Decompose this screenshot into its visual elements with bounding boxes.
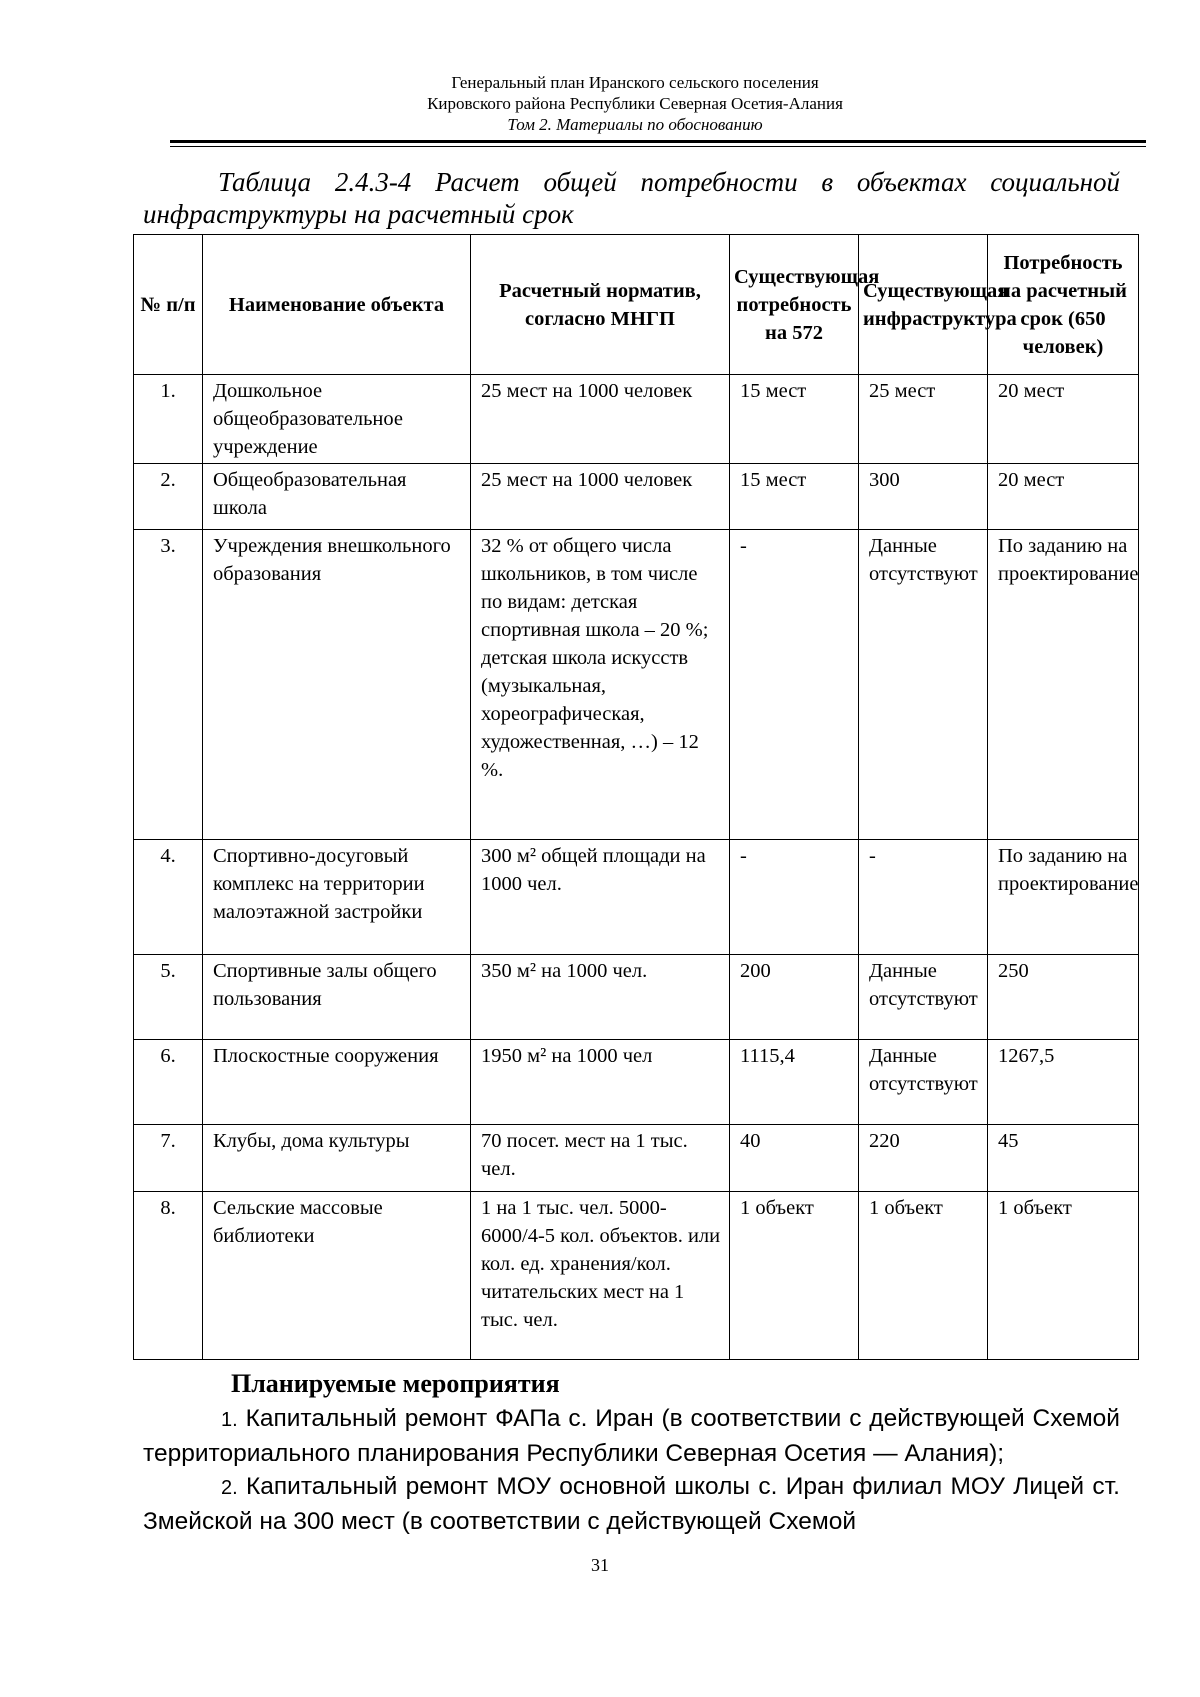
planned-measures-section <box>143 1367 1120 1538</box>
social-infrastructure-table <box>133 234 1139 1360</box>
table-row <box>134 955 1139 1040</box>
section-title: Планируемые мероприятия <box>231 1369 560 1398</box>
header-cell-infra: Существующая инфраструктура <box>859 235 988 375</box>
row-num: 7. <box>134 1125 203 1192</box>
row-norm: 300 м² общей площади на 1000 чел. <box>471 840 730 955</box>
header-cell-num: № п/п <box>134 235 203 375</box>
table-caption-text: Таблица 2.4.3-4 Расчет общей потребности в объектах социальной инфраструктуры на расчетный срок <box>143 167 1120 229</box>
row-need: - <box>730 840 859 955</box>
row-future: 250 <box>988 955 1139 1040</box>
row-num: 3. <box>134 530 203 840</box>
row-num: 5. <box>134 955 203 1040</box>
row-infra: Данные отсутствуют <box>859 530 988 840</box>
row-name: Сельские массовые библиотеки <box>203 1192 471 1360</box>
measure-item <box>143 1402 1120 1470</box>
row-norm: 1 на 1 тыс. чел. 5000-6000/4-5 кол. объектов. или кол. ед. хранения/кол. читательских мест на 1 тыс. чел. <box>471 1192 730 1360</box>
row-name: Спортивные залы общего пользования <box>203 955 471 1040</box>
table-row <box>134 1192 1139 1360</box>
table-row <box>134 1125 1139 1192</box>
table-row <box>134 464 1139 530</box>
row-num: 6. <box>134 1040 203 1125</box>
header-line-2: Кировского района Республики Северная Осетия-Алания <box>427 94 843 113</box>
row-num: 2. <box>134 464 203 530</box>
document-header <box>170 72 1100 135</box>
row-name: Учреждения внешкольного образования <box>203 530 471 840</box>
measure-text: Капитальный ремонт МОУ основной школы с. Иран филиал МОУ Лицей ст. Змейской на 300 мест (в соответствии с действующей Схемой <box>143 1473 1120 1535</box>
row-norm: 25 мест на 1000 человек <box>471 464 730 530</box>
row-infra: 1 объект <box>859 1192 988 1360</box>
row-num: 4. <box>134 840 203 955</box>
header-line-1: Генеральный план Иранского сельского поселения <box>451 73 819 92</box>
row-infra: 25 мест <box>859 375 988 464</box>
row-future: По заданию на проектирование <box>988 840 1139 955</box>
row-infra: 220 <box>859 1125 988 1192</box>
table-row <box>134 530 1139 840</box>
row-need: 1 объект <box>730 1192 859 1360</box>
table-row <box>134 1040 1139 1125</box>
row-infra: 300 <box>859 464 988 530</box>
row-norm: 350 м² на 1000 чел. <box>471 955 730 1040</box>
header-rule-thin <box>170 146 1146 147</box>
row-name: Клубы, дома культуры <box>203 1125 471 1192</box>
row-num: 8. <box>134 1192 203 1360</box>
page-number: 31 <box>591 1555 609 1575</box>
row-need: 40 <box>730 1125 859 1192</box>
header-cell-name: Наименование объекта <box>203 235 471 375</box>
row-norm: 32 % от общего числа школьников, в том числе по видам: детская спортивная школа – 20 %; детская школа искусств (музыкальная, хореографическая, художественная, …) – 12 %. <box>471 530 730 840</box>
table-caption <box>143 166 1120 230</box>
table-row <box>134 375 1139 464</box>
row-infra: Данные отсутствуют <box>859 1040 988 1125</box>
header-rule-thick <box>170 140 1146 143</box>
table-row <box>134 840 1139 955</box>
row-future: 20 мест <box>988 375 1139 464</box>
header-cell-norm: Расчетный норматив, согласно МНГП <box>471 235 730 375</box>
measure-item <box>143 1470 1120 1538</box>
row-need: 200 <box>730 955 859 1040</box>
row-future: 1 объект <box>988 1192 1139 1360</box>
row-future: 20 мест <box>988 464 1139 530</box>
row-need: - <box>730 530 859 840</box>
row-name: Общеобразовательная школа <box>203 464 471 530</box>
row-norm: 1950 м² на 1000 чел <box>471 1040 730 1125</box>
header-line-3: Том 2. Материалы по обоснованию <box>507 115 763 134</box>
header-cell-future: Потребность на расчетный срок (650 человек) <box>988 235 1139 375</box>
row-future: 45 <box>988 1125 1139 1192</box>
row-need: 15 мест <box>730 375 859 464</box>
header-cell-need: Существующая потребность на 572 <box>730 235 859 375</box>
row-name: Дошкольное общеобразовательное учреждение <box>203 375 471 464</box>
measure-text: Капитальный ремонт ФАПа с. Иран (в соответствии с действующей Схемой территориального планирования Республики Северная Осетия — Алания); <box>143 1405 1120 1467</box>
row-name: Спортивно-досуговый комплекс на территории малоэтажной застройки <box>203 840 471 955</box>
row-num: 1. <box>134 375 203 464</box>
measure-number: 1. <box>221 1409 238 1431</box>
measure-number: 2. <box>221 1477 238 1499</box>
row-future: По заданию на проектирование <box>988 530 1139 840</box>
row-name: Плоскостные сооружения <box>203 1040 471 1125</box>
row-future: 1267,5 <box>988 1040 1139 1125</box>
row-norm: 70 посет. мест на 1 тыс. чел. <box>471 1125 730 1192</box>
row-need: 1115,4 <box>730 1040 859 1125</box>
table-header-row <box>134 235 1139 375</box>
row-infra: Данные отсутствуют <box>859 955 988 1040</box>
row-need: 15 мест <box>730 464 859 530</box>
row-infra: - <box>859 840 988 955</box>
row-norm: 25 мест на 1000 человек <box>471 375 730 464</box>
